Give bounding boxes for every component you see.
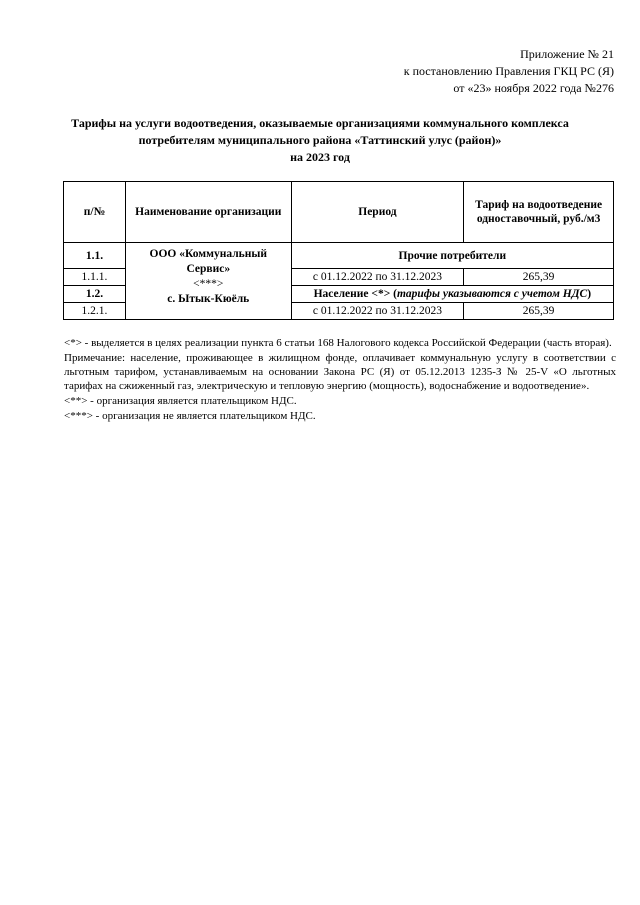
footnote-vat-payer: <**> - организация является плательщиком НДС.: [64, 395, 297, 407]
group-label: Прочие потребители: [291, 243, 613, 269]
row-num: 1.1.1.: [64, 269, 126, 286]
row-num: 1.2.1.: [64, 303, 126, 320]
row-period: с 01.12.2022 по 31.12.2023: [291, 303, 464, 320]
table-header-row: [64, 182, 614, 243]
org-cell: [125, 243, 291, 320]
appendix-date: от «23» ноября 2022 года №276: [453, 81, 614, 95]
row-num: 1.1.: [64, 243, 126, 269]
appendix-resolution: к постановлению Правления ГКЦ РС (Я): [403, 64, 614, 78]
footnote-vat-allocation: <*> - выделяется в целях реализации пункта 6 статьи 168 Налогового кодекса Российской Федерации (часть вторая).: [64, 337, 612, 349]
row-num: 1.2.: [64, 286, 126, 303]
appendix-header: [404, 46, 614, 97]
title-line-3: на 2023 год: [290, 150, 350, 164]
group-label-end: ): [587, 288, 592, 300]
row-period: с 01.12.2022 по 31.12.2023: [291, 269, 464, 286]
org-place: с. Ытык-Кюёль: [167, 293, 250, 305]
header-num: п/№: [64, 182, 126, 243]
row-tariff: 265,39: [464, 269, 614, 286]
header-org: Наименование организации: [125, 182, 291, 243]
group-label-note: тарифы указываются с учетом НДС: [396, 288, 588, 300]
document-title: [60, 115, 580, 166]
group-label-main: Население <*> (: [313, 288, 397, 300]
header-period: Период: [291, 182, 464, 243]
group-label: [291, 286, 613, 303]
appendix-number: Приложение № 21: [520, 47, 614, 61]
footnote-remark: Примечание: население, проживающее в жилищном фонде, оплачивает коммунальную услугу в соответствии с льготным тарифом, устанавливаемым на основании Закона РС (Я) от 05.12.2013 1235-З № 25-V «О льготных тарифах на сжиженный газ, электрическую и тепловую энергию (мощность), водоснабжение и водоотведение».: [64, 352, 616, 392]
footnote-non-vat-payer: <***> - организация не является плательщиком НДС.: [64, 410, 316, 422]
org-mark: <***>: [193, 278, 224, 290]
org-name: ООО «Коммунальный Сервис»: [149, 248, 267, 275]
table-row: [64, 243, 614, 269]
title-line-2: потребителям муниципального района «Таттинский улус (район)»: [138, 133, 502, 147]
row-tariff: 265,39: [464, 303, 614, 320]
tariff-table: [63, 181, 614, 320]
footnotes: [64, 336, 616, 424]
header-tariff: Тариф на водоотведение одноставочный, руб./м3: [464, 182, 614, 243]
title-line-1: Тарифы на услуги водоотведения, оказываемые организациями коммунального комплекса: [71, 116, 569, 130]
